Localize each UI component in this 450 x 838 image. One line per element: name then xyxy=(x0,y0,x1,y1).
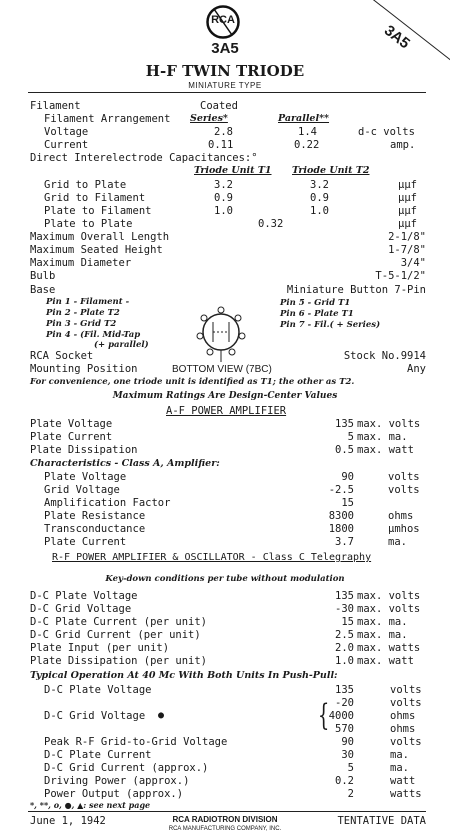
divider-top xyxy=(28,92,426,93)
typ-grid-value: 4000 xyxy=(328,710,354,722)
af-row-label: Plate Dissipation xyxy=(30,444,138,456)
voltage-series: 2.8 xyxy=(214,126,233,138)
char-row-label: Grid Voltage xyxy=(44,484,120,496)
char-row-unit: μmhos xyxy=(388,523,420,535)
pin-line: Pin 5 - Grid T1 xyxy=(280,298,351,308)
char-row-label: Amplification Factor xyxy=(44,497,171,509)
char-row-value: 8300 xyxy=(328,510,354,522)
rf-row-value: 1.0 xyxy=(335,655,354,667)
typ-row-label: D-C Plate Current xyxy=(44,749,152,761)
af-row-label: Plate Voltage xyxy=(30,418,113,430)
dim-value: 3/4" xyxy=(400,257,426,269)
rf-row-value: 15 xyxy=(341,616,354,628)
voltage-unit: d-c volts xyxy=(358,126,415,138)
char-row-unit: ma. xyxy=(388,536,407,548)
footer-date: June 1, 1942 xyxy=(30,815,106,827)
arrangement-label: Filament Arrangement xyxy=(44,113,171,125)
typ-row-value: 90 xyxy=(341,736,354,748)
pin-line: Pin 6 - Plate T1 xyxy=(280,309,354,319)
socket-label: RCA Socket xyxy=(30,350,94,362)
af-row-label: Plate Current xyxy=(30,431,113,443)
convenience-note: For convenience, one triode unit is identified as T1; the other as T2. xyxy=(30,377,355,387)
logo-text: RCA xyxy=(211,14,235,26)
typ-row-unit: watt xyxy=(390,775,416,787)
char-row-label: Plate Resistance xyxy=(44,510,146,522)
mounting-value: Any xyxy=(407,363,426,375)
cap-row-label: Plate to Filament xyxy=(44,205,152,217)
pin-line: Pin 3 - Grid T2 xyxy=(46,319,117,329)
rf-section-title: R-F POWER AMPLIFIER & OSCILLATOR - Class C Telegraphy xyxy=(52,552,372,563)
typ-row-unit: volts xyxy=(390,736,422,748)
char-row-unit: ohms xyxy=(388,510,414,522)
typ-grid-value: 570 xyxy=(335,723,354,735)
characteristics-title: Characteristics - Class A, Amplifier: xyxy=(30,458,220,469)
rf-row-value: 135 xyxy=(335,590,354,602)
dim-label: Maximum Overall Length xyxy=(30,231,170,243)
cap-row-label: Grid to Filament xyxy=(44,192,146,204)
af-row-unit: max. volts xyxy=(357,418,421,430)
p2p-label: Plate to Plate xyxy=(44,218,133,230)
char-row-value: 1800 xyxy=(328,523,354,535)
cap-row-unit: μμf xyxy=(398,179,417,191)
rf-row-label: Plate Input (per unit) xyxy=(30,642,170,654)
rf-row-value: 2.5 xyxy=(335,629,354,641)
filament-label: Filament xyxy=(30,100,81,112)
af-row-value: 5 xyxy=(347,431,354,443)
dim-value: T-5-1/2" xyxy=(375,270,426,282)
rf-row-label: D-C Grid Current (per unit) xyxy=(30,629,201,641)
char-row-label: Transconductance xyxy=(44,523,146,535)
rf-row-unit: max. volts xyxy=(357,603,421,615)
pin-line: Pin 2 - Plate T2 xyxy=(46,308,120,318)
tube-number: 3A5 xyxy=(211,40,239,57)
dim-label: Maximum Seated Height xyxy=(30,244,163,256)
char-row-unit: volts xyxy=(388,484,420,496)
typ-grid-label: D-C Grid Voltage xyxy=(44,710,146,722)
typ-row-label: Power Output (approx.) xyxy=(44,788,184,800)
footnote: *, **, o, ●, ▲: see next page xyxy=(30,800,151,810)
stock-number: Stock No.9914 xyxy=(343,350,426,362)
rf-row-label: Plate Dissipation (per unit) xyxy=(30,655,208,667)
divider-bottom xyxy=(28,811,426,812)
base-value: Miniature Button 7-Pin xyxy=(286,284,426,296)
series-header: Series* xyxy=(190,113,228,124)
rf-row-value: -30 xyxy=(335,603,354,615)
footer-division: RCA RADIOTRON DIVISION xyxy=(172,815,278,824)
cap-row-t2: 1.0 xyxy=(310,205,329,217)
rf-row-unit: max. ma. xyxy=(357,616,408,628)
dim-label: Maximum Diameter xyxy=(30,257,132,269)
rf-row-unit: max. ma. xyxy=(357,629,408,641)
pin-line: (+ parallel) xyxy=(94,340,149,350)
bottom-view-label: BOTTOM VIEW (7BC) xyxy=(172,364,272,375)
p2p-value: 0.32 xyxy=(258,218,284,230)
typ-row-value: 0.2 xyxy=(335,775,354,787)
typ-row-unit: watts xyxy=(390,788,422,800)
p2p-unit: μμf xyxy=(398,218,417,230)
footer-status: TENTATIVE DATA xyxy=(337,815,426,827)
typ-row-label: Driving Power (approx.) xyxy=(44,775,190,787)
char-row-unit: volts xyxy=(388,471,420,483)
cap-row-label: Grid to Plate xyxy=(44,179,127,191)
typ-row-label: D-C Grid Current (approx.) xyxy=(44,762,209,774)
dim-value: 2-1/8" xyxy=(388,231,426,243)
typ-grid-unit: volts xyxy=(390,697,422,709)
current-parallel: 0.22 xyxy=(294,139,320,151)
rf-row-value: 2.0 xyxy=(335,642,354,654)
t2-header: Triode Unit T2 xyxy=(292,165,370,176)
char-row-value: 15 xyxy=(341,497,354,509)
cap-row-unit: μμf xyxy=(398,205,417,217)
typ-plate-value: 135 xyxy=(335,684,354,696)
typ-plate-unit: volts xyxy=(390,684,422,696)
rf-row-label: D-C Grid Voltage xyxy=(30,603,132,615)
typ-grid-value: -20 xyxy=(335,697,354,709)
keydown-note: Key-down conditions per tube without modulation xyxy=(105,574,345,584)
footer-company: RCA MANUFACTURING COMPANY, INC. xyxy=(168,826,282,832)
af-row-value: 0.5 xyxy=(335,444,354,456)
page-title: H-F TWIN TRIODE xyxy=(145,62,305,80)
af-row-unit: max. ma. xyxy=(357,431,408,443)
rf-row-unit: max. watts xyxy=(357,642,421,654)
typ-row-value: 2 xyxy=(347,788,354,800)
rf-row-unit: max. volts xyxy=(357,590,421,602)
pin-line: Pin 4 - (Fil. Mid-Tap xyxy=(46,330,141,340)
mounting-label: Mounting Position xyxy=(30,363,138,375)
typ-grid-unit: ohms xyxy=(390,710,416,722)
char-row-value: 3.7 xyxy=(335,536,354,548)
af-section-title: A-F POWER AMPLIFIER xyxy=(166,405,287,417)
brace-icon: { xyxy=(317,698,330,733)
current-unit: amp. xyxy=(390,139,416,151)
typ-row-label: Peak R-F Grid-to-Grid Voltage xyxy=(44,736,228,748)
typ-row-value: 5 xyxy=(347,762,354,774)
typ-row-unit: ma. xyxy=(390,762,409,774)
current-label: Current xyxy=(44,139,89,151)
typ-grid-unit: ohms xyxy=(390,723,416,735)
t1-header: Triode Unit T1 xyxy=(194,165,272,176)
pin-line: Pin 1 - Filament - xyxy=(46,297,130,307)
cap-row-unit: μμf xyxy=(398,192,417,204)
cap-row-t1: 0.9 xyxy=(214,192,233,204)
char-row-value: -2.5 xyxy=(328,484,354,496)
page-subtitle: MINIATURE TYPE xyxy=(188,81,262,90)
base-pin-diagram xyxy=(186,300,256,362)
rf-row-unit: max. watt xyxy=(357,655,414,667)
typical-operation-title: Typical Operation At 40 Mc With Both Units In Push-Pull: xyxy=(30,670,338,681)
filament-value: Coated xyxy=(200,100,238,112)
cap-row-t1: 1.0 xyxy=(214,205,233,217)
typ-plate-label: D-C Plate Voltage xyxy=(44,684,152,696)
voltage-parallel: 1.4 xyxy=(298,126,317,138)
char-row-value: 90 xyxy=(341,471,354,483)
dim-label: Bulb xyxy=(30,270,56,282)
dim-value: 1-7/8" xyxy=(388,244,426,256)
pin-line: Pin 7 - Fil.( + Series) xyxy=(280,320,381,330)
char-row-label: Plate Voltage xyxy=(44,471,127,483)
parallel-header: Parallel** xyxy=(278,113,330,124)
typ-row-unit: ma. xyxy=(390,749,409,761)
ratings-note: Maximum Ratings Are Design-Center Values xyxy=(112,391,338,401)
af-row-unit: max. watt xyxy=(357,444,414,456)
corner-tag-text: 3A5 xyxy=(380,21,414,53)
voltage-label: Voltage xyxy=(44,126,89,138)
capacitances-label: Direct Interelectrode Capacitances:° xyxy=(30,152,258,164)
cap-row-t2: 3.2 xyxy=(310,179,329,191)
rf-row-label: D-C Plate Voltage xyxy=(30,590,138,602)
current-series: 0.11 xyxy=(208,139,234,151)
rf-row-label: D-C Plate Current (per unit) xyxy=(30,616,208,628)
cap-row-t2: 0.9 xyxy=(310,192,329,204)
af-row-value: 135 xyxy=(335,418,354,430)
base-label: Base xyxy=(30,284,56,296)
char-row-label: Plate Current xyxy=(44,536,127,548)
cap-row-t1: 3.2 xyxy=(214,179,233,191)
bullet-icon: ● xyxy=(158,710,165,721)
typ-row-value: 30 xyxy=(341,749,354,761)
